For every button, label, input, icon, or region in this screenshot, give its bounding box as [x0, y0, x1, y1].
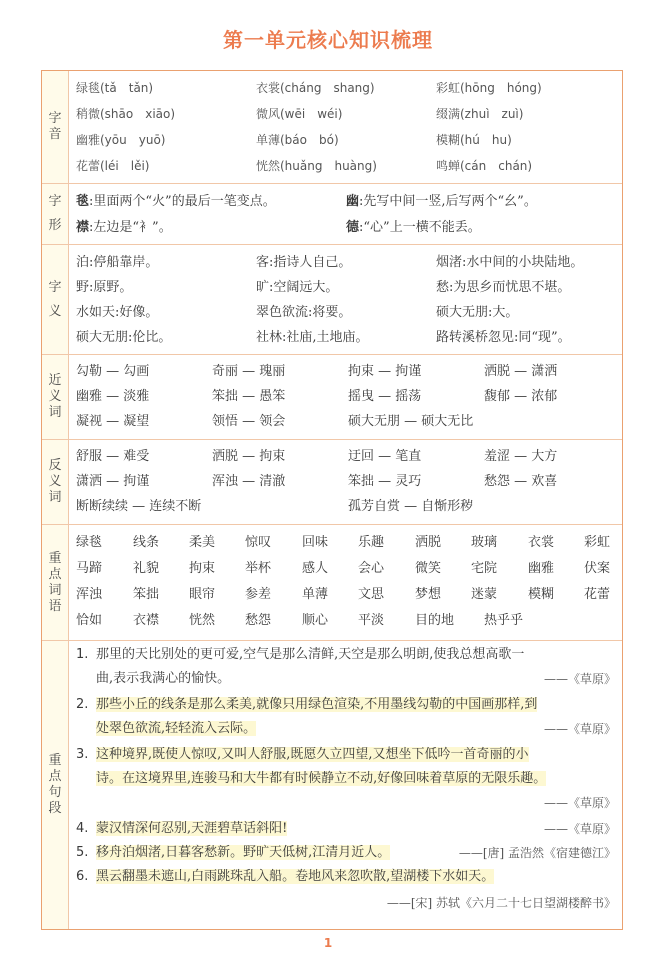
sentence-source: ——《草原》: [543, 722, 616, 736]
key-word: 马蹄: [76, 561, 103, 576]
glyph-item: 幽:先写中间一竖,后写两个“幺”。: [346, 194, 537, 209]
meaning-item: 旷:空阔远大。: [256, 280, 339, 295]
antonym-pair: 孤芳自赏 — 自惭形秽: [348, 499, 474, 514]
synonym-pair: 洒脱 — 潇洒: [484, 364, 558, 379]
pinyin-item: 花蕾(léi lěi): [76, 159, 150, 173]
pinyin-item: 稍微(shāo xiāo): [76, 107, 176, 121]
pinyin-row: [76, 130, 616, 150]
pinyin-item: 彩虹(hōng hóng): [436, 81, 542, 95]
antonym-pair: 愁怨 — 欢喜: [484, 474, 558, 489]
antonym-pair: 潇洒 — 拘谨: [76, 474, 150, 489]
key-words-row: [76, 533, 621, 553]
synonym-pair: 凝视 — 凝望: [76, 414, 150, 429]
sentence-source: ——[唐] 孟浩然《宿建德江》: [458, 846, 616, 860]
pinyin-row: [76, 78, 616, 98]
sentence-source: ——《草原》: [543, 822, 616, 836]
pinyin-item: 幽雅(yōu yuō): [76, 133, 166, 147]
key-word: 模糊: [528, 587, 555, 602]
meaning-item: 水如天:好像。: [76, 305, 159, 320]
synonym-pair: 奇丽 — 瑰丽: [212, 364, 286, 379]
pinyin-row: [76, 156, 616, 176]
section-label: 重 点 句 段: [42, 641, 69, 929]
antonym-row: [76, 447, 616, 467]
section-label: 字 义: [42, 245, 69, 354]
key-word: 热乎乎: [484, 613, 524, 628]
section-key-sentences: 重 点 句 段 1. 那里的天比别处的更可爱,空气是那么清鲜,天空是那么明朗,使我总想高歌一 曲,表示我满心的愉快。 ——《草原》 2. 那些小丘的线条是那么柔美,就像只用绿色渲染,不用墨线勾勒的中国画那样,到 处翠色欲流,轻轻流入云际。 ——《草原》 3. 这种境界,既使人惊叹,又叫人舒服,既愿久立四望,又想坐下低吟一首奇丽的小 诗。在这境界里,连骏马和大牛都有时候静立不动,好像回味着草原的无限乐趣。 ——《草原》 4. 蒙汉情深何忍别,天涯碧草话斜阳! ——《草原》 5. 移舟泊烟渚,日暮客愁新。野旷天低树,江清月近人。 ——[唐] 孟浩然《宿建德江》 6. 黑云翻墨未遮山,白雨跳珠乱入船。卷地风来忽吹散,望湖楼下水如天。 ——[宋] 苏轼《六月二十七日望湖楼醉书》: [42, 641, 622, 929]
section-label: 字 形: [42, 184, 69, 244]
section-pronunciation: [42, 71, 622, 184]
meaning-row: [76, 253, 616, 273]
key-word: 顺心: [302, 613, 329, 628]
key-sentence: 3. 这种境界,既使人惊叹,又叫人舒服,既愿久立四望,又想坐下低吟一首奇丽的小: [76, 747, 529, 762]
sentence-source: ——[宋] 苏轼《六月二十七日望湖楼醉书》: [386, 896, 616, 910]
meaning-item: 野:原野。: [76, 280, 133, 295]
meaning-item: 烟渚:水中间的小块陆地。: [436, 255, 584, 270]
pinyin-item: 恍然(huǎng huàng): [256, 159, 377, 173]
key-word: 笨拙: [133, 587, 160, 602]
antonym-pair: 洒脱 — 拘束: [212, 449, 286, 464]
meaning-item: 泊:停船靠岸。: [76, 255, 159, 270]
key-word: 柔美: [189, 535, 216, 550]
page-title: 第一单元核心知识梳理: [223, 28, 433, 52]
key-word: 会心: [358, 561, 385, 576]
pinyin-item: 绿毯(tǎ tǎn): [76, 81, 154, 95]
key-word: 感人: [302, 561, 329, 576]
key-word: 平淡: [358, 613, 385, 628]
key-word: 恰如: [76, 613, 103, 628]
key-word: 参差: [245, 587, 272, 602]
meaning-row: [76, 328, 616, 348]
synonym-row: [76, 362, 616, 382]
antonym-pair: 笨拙 — 灵巧: [348, 474, 422, 489]
section-synonyms: [42, 355, 622, 440]
synonym-pair: 馥郁 — 浓郁: [484, 389, 558, 404]
pinyin-item: 模糊(hú hu): [436, 133, 512, 147]
key-word: 绿毯: [76, 535, 103, 550]
key-words-row: [76, 585, 621, 605]
key-word: 洒脱: [415, 535, 442, 550]
synonym-pair: 领悟 — 领会: [212, 414, 286, 429]
section-meaning: [42, 245, 622, 355]
key-word: 伏案: [584, 561, 611, 576]
key-word: 愁怨: [245, 613, 272, 628]
key-word: 迷蒙: [471, 587, 498, 602]
section-label: 反 义 词: [42, 440, 69, 524]
key-word: 浑浊: [76, 587, 103, 602]
key-words-row: [76, 559, 621, 579]
key-word: 微笑: [415, 561, 442, 576]
key-word: 回味: [302, 535, 329, 550]
synonym-row: [76, 412, 616, 432]
meaning-item: 客:指诗人自己。: [256, 255, 352, 270]
pinyin-item: 微风(wēi wéi): [256, 107, 343, 121]
sentence-source: ——《草原》: [543, 672, 616, 686]
key-word: 惊叹: [245, 535, 272, 550]
antonym-pair: 迂回 — 笔直: [348, 449, 422, 464]
synonym-pair: 摇曳 — 摇荡: [348, 389, 422, 404]
antonym-pair: 浑浊 — 清澈: [212, 474, 286, 489]
section-key-words: [42, 525, 622, 641]
meaning-item: 硕大无朋:大。: [436, 305, 519, 320]
key-sentence: 6. 黑云翻墨未遮山,白雨跳珠乱入船。卷地风来忽吹散,望湖楼下水如天。: [76, 869, 495, 884]
synonym-row: [76, 387, 616, 407]
page-number: 1: [323, 936, 333, 950]
key-word: 衣裳: [528, 535, 555, 550]
synonym-pair: 幽雅 — 淡雅: [76, 389, 150, 404]
pinyin-item: 鸣蝉(cán chán): [436, 159, 533, 173]
key-word: 目的地: [415, 613, 455, 628]
synonym-pair: 笨拙 — 愚笨: [212, 389, 286, 404]
key-word: 文思: [358, 587, 385, 602]
meaning-item: 社林:社庙,土地庙。: [256, 330, 369, 345]
key-sentence: 2. 那些小丘的线条是那么柔美,就像只用绿色渲染,不用墨线勾勒的中国画那样,到: [76, 697, 538, 712]
knowledge-table: [41, 70, 623, 930]
glyph-row: [76, 192, 616, 212]
meaning-row: [76, 303, 616, 323]
antonym-pair: 羞涩 — 大方: [484, 449, 558, 464]
key-word: 宅院: [471, 561, 498, 576]
synonym-pair: 硕大无朋 — 硕大无比: [348, 414, 474, 429]
key-word: 衣襟: [133, 613, 160, 628]
pinyin-item: 单薄(báo bó): [256, 133, 339, 147]
glyph-item: 襟:左边是“衤”。: [76, 220, 172, 235]
meaning-item: 愁:为思乡而忧思不堪。: [436, 280, 571, 295]
key-word: 眼帘: [189, 587, 216, 602]
glyph-row: [76, 218, 616, 238]
key-word: 恍然: [189, 613, 216, 628]
key-word: 彩虹: [584, 535, 611, 550]
key-word: 礼貌: [133, 561, 160, 576]
key-word: 梦想: [415, 587, 442, 602]
meaning-row: [76, 278, 616, 298]
pinyin-item: 缀满(zhuì zuì): [436, 107, 524, 121]
key-word: 举杯: [245, 561, 272, 576]
key-word: 线条: [133, 535, 160, 550]
pinyin-row: [76, 104, 616, 124]
section-glyph: [42, 184, 622, 245]
antonym-pair: 断断续续 — 连续不断: [76, 499, 202, 514]
key-word: 拘束: [189, 561, 216, 576]
key-word: 幽雅: [528, 561, 555, 576]
key-word: 单薄: [302, 587, 329, 602]
section-label: 重 点 词 语: [42, 525, 69, 640]
antonym-pair: 舒服 — 难受: [76, 449, 150, 464]
key-word: 花蕾: [584, 587, 611, 602]
antonym-row: [76, 472, 616, 492]
synonym-pair: 拘束 — 拘谨: [348, 364, 422, 379]
key-sentence: 5. 移舟泊烟渚,日暮客愁新。野旷天低树,江清月近人。: [76, 845, 391, 860]
key-sentence: 1. 那里的天比别处的更可爱,空气是那么清鲜,天空是那么明朗,使我总想高歌一: [76, 647, 525, 662]
glyph-item: 德:“心”上一横不能丢。: [346, 220, 481, 235]
section-label: 字 音: [42, 71, 69, 183]
sentence-source: ——《草原》: [543, 796, 616, 810]
key-sentence: 4. 蒙汉情深何忍别,天涯碧草话斜阳!: [76, 821, 288, 836]
antonym-row: [76, 497, 616, 517]
key-word: 玻璃: [471, 535, 498, 550]
section-label: 近 义 词: [42, 355, 69, 439]
synonym-pair: 勾勒 — 勾画: [76, 364, 150, 379]
key-words-row: [76, 611, 621, 631]
meaning-item: 路转溪桥忽见:同“现”。: [436, 330, 571, 345]
meaning-item: 翠色欲流:将要。: [256, 305, 352, 320]
glyph-item: 毯:里面两个“火”的最后一笔变点。: [76, 194, 276, 209]
section-antonyms: [42, 440, 622, 525]
meaning-item: 硕大无朋:伦比。: [76, 330, 172, 345]
pinyin-item: 衣裳(cháng shang): [256, 81, 375, 95]
key-word: 乐趣: [358, 535, 385, 550]
